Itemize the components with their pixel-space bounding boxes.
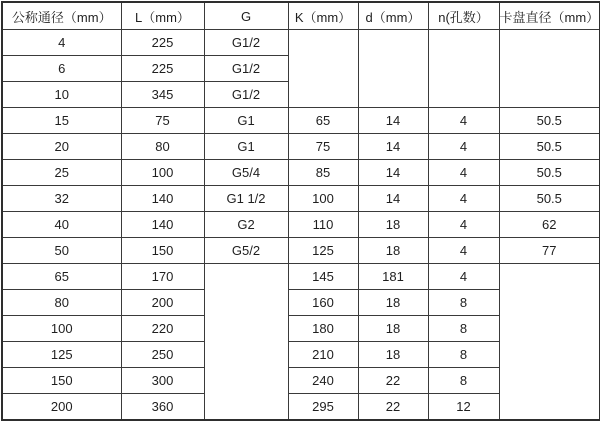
table-cell: 220: [121, 316, 204, 342]
table-cell: 295: [288, 394, 358, 421]
table-cell: G1/2: [204, 82, 288, 108]
table-cell: G1/2: [204, 30, 288, 56]
column-header-L: L（mm）: [121, 2, 204, 30]
table-cell: 345: [121, 82, 204, 108]
table-cell: 225: [121, 30, 204, 56]
table-cell: 100: [121, 160, 204, 186]
table-cell: 4: [428, 212, 499, 238]
header-row: [2, 2, 600, 30]
table-cell: 14: [358, 108, 428, 134]
column-header-nominal-diameter: 公称通径（mm）: [2, 2, 121, 30]
table-row: [2, 212, 600, 238]
dimension-table-container: [0, 1, 600, 414]
table-cell: 8: [428, 342, 499, 368]
table-cell: 14: [358, 186, 428, 212]
table-cell: 110: [288, 212, 358, 238]
table-cell: 100: [288, 186, 358, 212]
table-cell: 150: [2, 368, 121, 394]
table-cell: 85: [288, 160, 358, 186]
table-cell: 140: [121, 186, 204, 212]
table-cell: 210: [288, 342, 358, 368]
table-cell: 32: [2, 186, 121, 212]
table-cell: 50.5: [499, 134, 600, 160]
table-cell: 4: [428, 238, 499, 264]
table-cell: 250: [121, 342, 204, 368]
table-cell: 50.5: [499, 108, 600, 134]
table-cell: 15: [2, 108, 121, 134]
table-cell: G1: [204, 108, 288, 134]
table-cell: 50: [2, 238, 121, 264]
table-cell: G5/4: [204, 160, 288, 186]
table-cell: 4: [428, 134, 499, 160]
column-header-K: K（mm）: [288, 2, 358, 30]
table-cell: 18: [358, 238, 428, 264]
table-cell: 360: [121, 394, 204, 421]
table-cell: 125: [288, 238, 358, 264]
table-cell: 8: [428, 290, 499, 316]
table-row: [2, 264, 600, 290]
table-cell: 160: [288, 290, 358, 316]
table-cell: 14: [358, 160, 428, 186]
table-row: [2, 30, 600, 56]
table-cell: 240: [288, 368, 358, 394]
column-header-chuck-diameter: 卡盘直径（mm）: [499, 2, 600, 30]
table-cell: 8: [428, 316, 499, 342]
column-header-n-holes: n(孔数）: [428, 2, 499, 30]
table-cell: 125: [2, 342, 121, 368]
table-cell: 200: [121, 290, 204, 316]
table-cell: G1/2: [204, 56, 288, 82]
table-cell: 80: [121, 134, 204, 160]
table-cell: 8: [428, 368, 499, 394]
table-cell: 4: [428, 108, 499, 134]
table-cell: 65: [288, 108, 358, 134]
column-header-d: d（mm）: [358, 2, 428, 30]
table-cell: 150: [121, 238, 204, 264]
table-cell: 170: [121, 264, 204, 290]
table-cell: 14: [358, 134, 428, 160]
table-cell: 12: [428, 394, 499, 421]
table-cell: 22: [358, 368, 428, 394]
table-cell: 25: [2, 160, 121, 186]
table-cell: 65: [2, 264, 121, 290]
table-cell: 180: [288, 316, 358, 342]
table-cell: G1: [204, 134, 288, 160]
table-cell: 80: [2, 290, 121, 316]
table-cell: 18: [358, 290, 428, 316]
table-cell: 77: [499, 238, 600, 264]
column-header-G: G: [204, 2, 288, 30]
table-cell: 50.5: [499, 160, 600, 186]
table-cell: 75: [121, 108, 204, 134]
table-row: [2, 238, 600, 264]
table-cell: G5/2: [204, 238, 288, 264]
table-cell: 18: [358, 316, 428, 342]
table-cell-merged-empty: [428, 30, 499, 108]
table-cell-merged-empty: [288, 30, 358, 108]
table-row: [2, 160, 600, 186]
table-row: [2, 186, 600, 212]
table-cell: 18: [358, 342, 428, 368]
table-cell-merged-empty: [358, 30, 428, 108]
table-cell: 300: [121, 368, 204, 394]
table-cell-merged-empty: [499, 264, 600, 421]
table-cell: 75: [288, 134, 358, 160]
table-cell: 6: [2, 56, 121, 82]
table-cell: 4: [428, 264, 499, 290]
dimension-table: [1, 1, 600, 421]
table-cell: 40: [2, 212, 121, 238]
table-cell: 145: [288, 264, 358, 290]
table-cell: 62: [499, 212, 600, 238]
table-cell: 4: [428, 160, 499, 186]
table-cell: 181: [358, 264, 428, 290]
table-cell: 50.5: [499, 186, 600, 212]
table-cell: 22: [358, 394, 428, 421]
table-row: [2, 108, 600, 134]
table-cell: 20: [2, 134, 121, 160]
table-cell: 18: [358, 212, 428, 238]
table-cell: 100: [2, 316, 121, 342]
table-cell-merged-empty: [204, 264, 288, 421]
table-cell: G1 1/2: [204, 186, 288, 212]
table-cell: 10: [2, 82, 121, 108]
table-cell: 4: [428, 186, 499, 212]
table-cell: G2: [204, 212, 288, 238]
table-cell: 225: [121, 56, 204, 82]
table-cell: 200: [2, 394, 121, 421]
table-row: [2, 134, 600, 160]
table-cell: 4: [2, 30, 121, 56]
table-cell-merged-empty: [499, 30, 600, 108]
table-cell: 140: [121, 212, 204, 238]
